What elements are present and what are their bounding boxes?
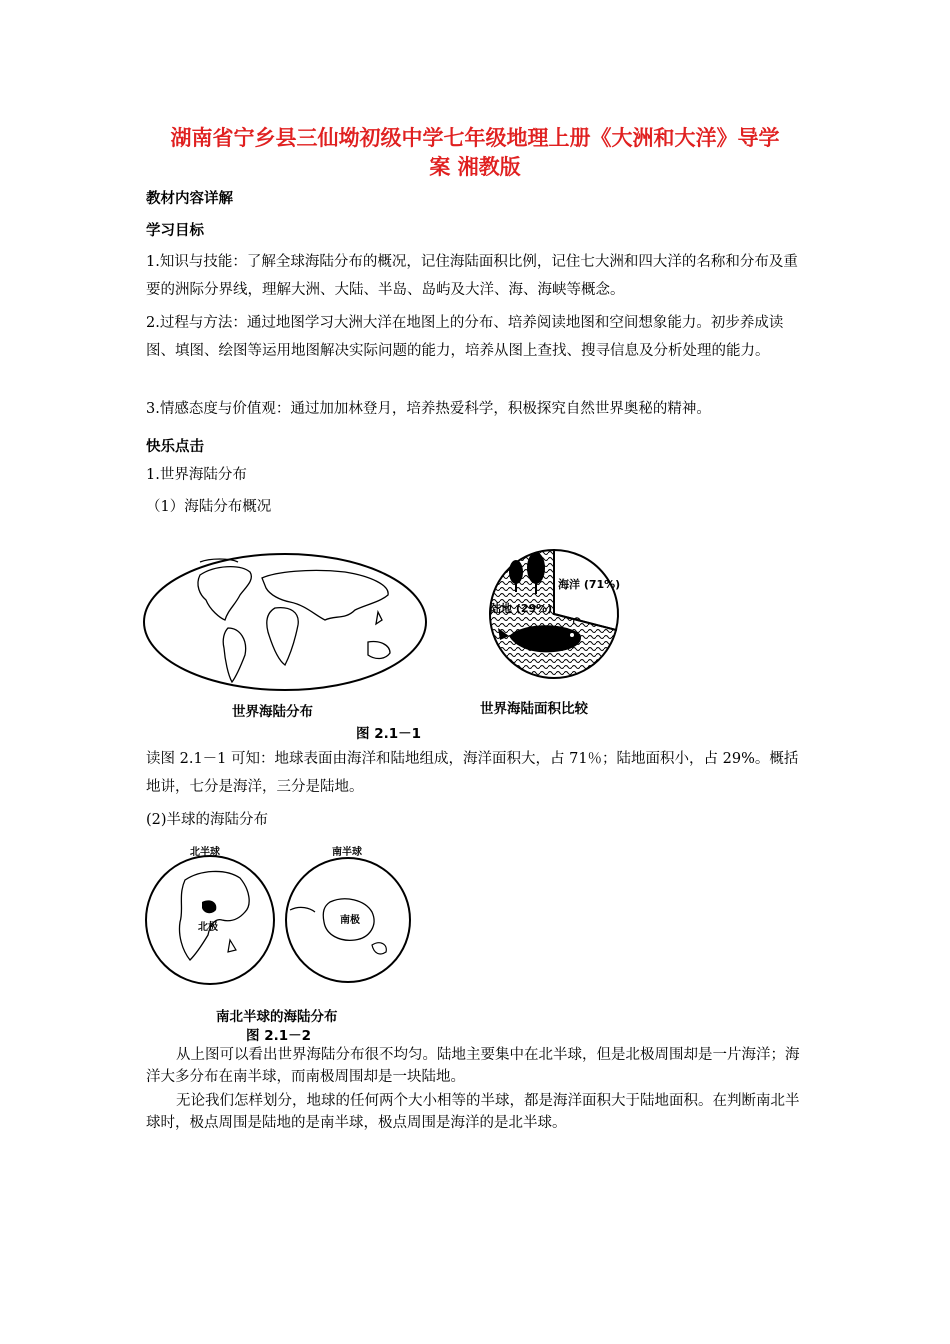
fig1-left-caption: 世界海陆分布 bbox=[232, 704, 313, 720]
page-title bbox=[120, 124, 830, 182]
paragraph-land-sea: 读图 2.1－1 可知：地球表面由海洋和陆地组成，海洋面积大，占 71％；陆地面积小，占 29%。概括地讲，七分是海洋，三分是陆地。 bbox=[146, 751, 799, 795]
north-hemisphere-map bbox=[146, 856, 274, 984]
section-heading-goals: 学习目标 bbox=[146, 223, 204, 239]
fig1-number: 图 2.1－1 bbox=[356, 726, 422, 742]
goal-3: 3.情感态度与价值观：通过加加林登月，培养热爱科学，积极探究自然世界奥秘的精神。 bbox=[146, 401, 711, 417]
fig2-number: 图 2.1－2 bbox=[246, 1028, 312, 1044]
land-sea-pie-chart bbox=[484, 544, 624, 684]
north-hemisphere-label: 北半球 bbox=[190, 847, 220, 858]
pie-label-land: 陆地 (29%) bbox=[490, 602, 553, 615]
world-map-figure bbox=[140, 550, 430, 695]
goal-1: 1.知识与技能：了解全球海陆分布的概况，记住海陆面积比例，记住七大洲和四大洋的名称和分布及重要的洲际分界线，理解大洲、大陆、半岛、岛屿及大洋、海、海峡等概念。 bbox=[146, 254, 798, 298]
goal-2: 2.过程与方法：通过地图学习大洲大洋在地图上的分布、培养阅读地图和空间想象能力。初步养成读图、填图、绘图等运用地图解决实际问题的能力，培养从图上查找、搜寻信息及分析处理的能力。 bbox=[146, 315, 784, 359]
section-heading-click: 快乐点击 bbox=[146, 439, 204, 455]
north-pole-label: 北极 bbox=[198, 922, 218, 933]
item-1: 1.世界海陆分布 bbox=[146, 467, 247, 483]
south-hemisphere-map bbox=[286, 858, 410, 982]
fig2-caption: 南北半球的海陆分布 bbox=[216, 1009, 338, 1025]
pie-label-ocean: 海洋 (71%) bbox=[558, 578, 621, 591]
paragraph-hemisphere-rule: 无论我们怎样划分，地球的任何两个大小相等的半球，都是海洋面积大于陆地面积。在判断南北半球时，极点周围是陆地的是南半球，极点周围是海洋的是北半球。 bbox=[146, 1093, 800, 1131]
title-line-1: 湖南省宁乡县三仙坳初级中学七年级地理上册《大洲和大洋》导学 bbox=[170, 126, 780, 150]
section-heading-content: 教材内容详解 bbox=[146, 191, 233, 207]
south-pole-label: 南极 bbox=[340, 915, 360, 926]
south-hemisphere-label: 南半球 bbox=[332, 847, 362, 858]
title-line-2: 案 湘教版 bbox=[429, 155, 521, 179]
hemispheres-figure bbox=[140, 840, 430, 1005]
paragraph-uneven: 从上图可以看出世界海陆分布很不均匀。陆地主要集中在北半球，但是北极周围却是一片海洋；海洋大多分布在南半球，而南极周围却是一块陆地。 bbox=[146, 1047, 800, 1085]
world-map-outline bbox=[144, 554, 426, 690]
item-1-2: (2)半球的海陆分布 bbox=[146, 812, 269, 828]
fig1-right-caption: 世界海陆面积比较 bbox=[480, 701, 588, 717]
item-1-1: （1）海陆分布概况 bbox=[146, 499, 272, 515]
